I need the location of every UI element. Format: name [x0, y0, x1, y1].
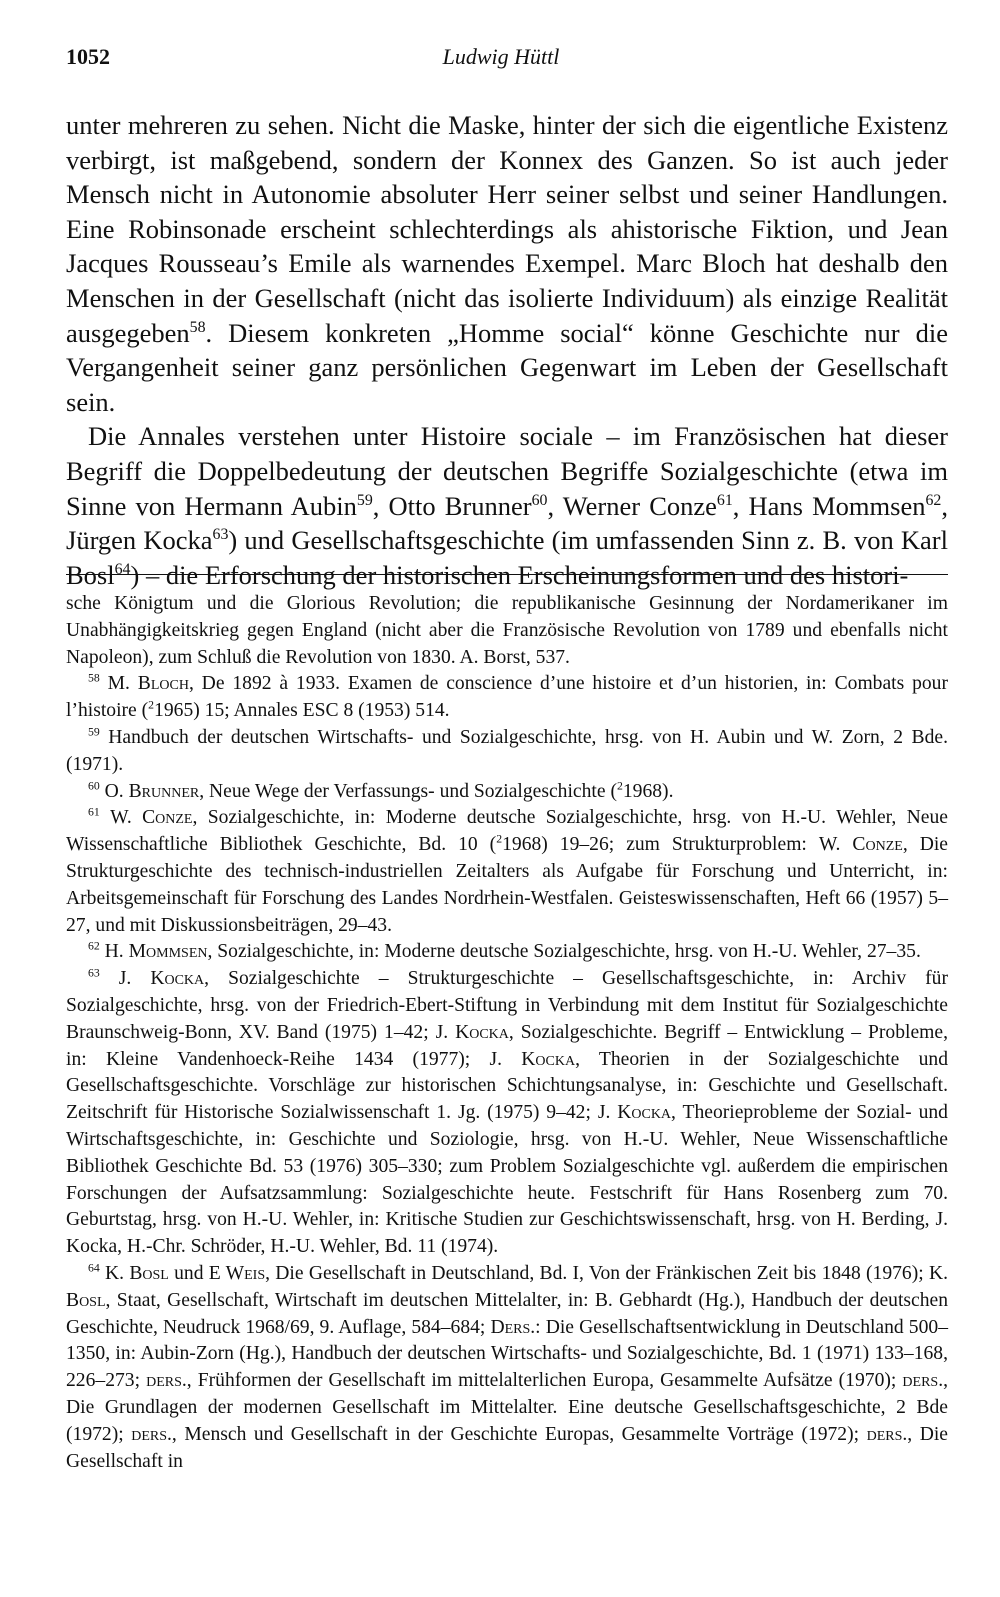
- text-run: , Die Gesellschaft in Deutschland, Bd. I, Von der Fränkischen Zeit bis 1848 (1976);: [265, 1262, 929, 1284]
- cited-author: Ders.: [490, 1316, 536, 1338]
- text-run: , Staat, Gesellschaft, Wirtschaft im deutschen Mittelalter, in: B. Gebhardt (Hg.), Handbuch der deutschen Geschichte, Neudruck 1968/69, 9. Auflage, 584–684;: [66, 1289, 948, 1338]
- cited-author: K. Bosl: [105, 1262, 169, 1284]
- text-run: , Sozialgeschichte, in: Moderne deutsche Sozialgeschichte, hrsg. von H.-U. Wehler, Neue Wissenschaftliche Bibliothek Geschichte, Bd. 10 (: [66, 807, 948, 856]
- footnote-ref: 58: [189, 318, 206, 336]
- text-run: 1965) 15; Annales ESC 8 (1953) 514.: [154, 700, 450, 722]
- footnote-number: 60: [88, 779, 100, 793]
- cited-author: ders.: [902, 1370, 944, 1392]
- cited-author: K. Bosl: [66, 1262, 949, 1311]
- footnote-59: [66, 725, 948, 779]
- cited-author: ders.: [131, 1423, 172, 1445]
- edition-number: 2: [148, 698, 155, 712]
- text-run: , Die Strukturgeschichte des technisch-industriellen Zeitalters als Aufgabe für Forschung und Unterricht, in: Arbeitsgemeinschaft für Forschung des Landes Nordrhein-Westfalen. Geisteswissenschaften, Heft 66 (1957) 5–27, und mit Diskussionsbeiträgen, 29–43.: [66, 834, 948, 936]
- text-run: unter mehreren zu sehen. Nicht die Maske, hinter der sich die eigentliche Existenz verbirgt, ist maßgebend, sondern der Konnex des Ganzen. So ist auch jeder Mensch nicht in Autonomie absoluter Herr seiner selbst und seiner Handlungen. Eine Robinsonade erscheint schlechterdings als ahistorische Fiktion, und Jean Jacques Rousseau’s Emile als warnendes Exempel. Marc Bloch hat deshalb den Menschen in der Gesellschaft (nicht das isolierte Individuum) als einzige Realität ausgegeben: [66, 110, 948, 348]
- text-run: ) – die Erforschung der historischen Erscheinungsformen und des histori-: [130, 559, 909, 590]
- cited-author: J. Kocka: [597, 1102, 672, 1124]
- footnote-ref: 60: [531, 491, 548, 509]
- text-run: . Diesem konkreten „Homme social“ könne Geschichte nur die Vergangenheit seiner ganz persönlichen Gegenwart im Leben der Gesellschaft sein.: [66, 317, 948, 417]
- edition-number: 2: [616, 779, 623, 793]
- cited-author: J. Kocka: [435, 1021, 509, 1043]
- running-header: [66, 44, 936, 74]
- text-run: , Hans Mommsen: [732, 490, 926, 521]
- footnotes: [66, 591, 948, 1475]
- footnote-ref: 59: [356, 491, 373, 509]
- running-author: Ludwig Hüttl: [442, 44, 560, 69]
- cited-author: ders.: [866, 1423, 908, 1445]
- cited-author: E Weis: [208, 1262, 266, 1284]
- footnote-number: 63: [88, 966, 100, 980]
- text-run: Die Annales verstehen unter Histoire sociale – im Französischen hat dieser Begriff die Doppelbedeutung der deutschen Begriffe Sozialgeschichte (etwa im Sinne von Hermann Aubin: [66, 421, 948, 521]
- cited-author: W. Conze: [110, 807, 193, 829]
- footnote-number: 62: [88, 939, 100, 953]
- cited-author: W. Conze: [818, 834, 903, 856]
- cited-author: H. Mommsen: [104, 941, 208, 963]
- page-number: 1052: [66, 44, 110, 69]
- footnote-61: [66, 805, 948, 939]
- footnote-62: [66, 939, 948, 966]
- text-run: ) und Gesellschaftsgeschichte (im umfassenden Sinn z. B. von Karl Bosl: [66, 525, 948, 590]
- cited-author: J. Kocka: [489, 1048, 576, 1070]
- cited-author: M. Bloch: [107, 673, 189, 695]
- text-run: , Werner Conze: [547, 490, 717, 521]
- footnote-58: [66, 671, 948, 725]
- footnote-60: [66, 779, 948, 806]
- text-run: 1968).: [622, 780, 674, 802]
- footnote-number: 61: [88, 805, 100, 819]
- text-run: 1968) 19–26; zum Strukturproblem:: [502, 834, 819, 856]
- text-run: , Neue Wege der Verfassungs- und Sozialgeschichte (: [199, 780, 617, 802]
- edition-number: 2: [496, 832, 503, 846]
- text-run: , Jürgen Kocka: [66, 490, 948, 556]
- footnote-continuation: sche Königtum und die Glorious Revolution; die republikanische Gesinnung der Nordamerikaner im Unabhängigkeitskrieg gegen England (nicht aber die Französische Revolution von 1789 und ebenfalls nicht Napoleon), zum Schluß die Revolution von 1830. A. Borst, 537.: [66, 593, 948, 668]
- footnote-ref: 62: [925, 491, 942, 509]
- text-run: , Theorieprobleme der Sozial- und Wirtschaftsgeschichte, in: Geschichte und Soziologie, hrsg. von H.-U. Wehler, Neue Wissenschaftliche Bibliothek Geschichte Bd. 53 (1976) 305–330; zum Problem Sozialgeschichte vgl. außerdem die empirischen Forschungen der Aufsatzsammlung: Sozialgeschichte heute. Festschrift für Hans Rosenberg zum 70. Geburtstag, hrsg. von H.-U. Wehler, in: Kritische Studien zur Geschichtswissenschaft, hrsg. von H. Berding, J. Kocka, H.-Chr. Schröder, H.-U. Wehler, Bd. 11 (1974).: [66, 1102, 948, 1258]
- footnote-ref: 63: [212, 526, 229, 544]
- text-run: , De 1892 à 1933. Examen de conscience d’une histoire et d’un historien, in: Combats pour l’histoire (: [66, 673, 948, 722]
- paragraph: [66, 108, 948, 419]
- footnote-ref: 64: [114, 560, 131, 578]
- footnote-ref: 61: [716, 491, 733, 509]
- footnote-63: [66, 966, 948, 1261]
- text-run: und: [168, 1262, 209, 1284]
- cited-author: J. Kocka: [118, 968, 205, 990]
- paragraph: [66, 419, 948, 592]
- cited-author: ders.: [146, 1370, 187, 1392]
- text-run: , Otto Brunner: [372, 490, 532, 521]
- footnote-number: 59: [88, 725, 100, 739]
- footnote-separator: [66, 574, 948, 575]
- text-run: , Frühformen der Gesellschaft im mittelalterlichen Europa, Gesammelte Aufsätze (1970);: [186, 1370, 903, 1392]
- footnote-64: [66, 1261, 948, 1475]
- cited-author: O. Brunner: [104, 780, 200, 802]
- text-run: Handbuch der deutschen Wirtschafts- und Sozialgeschichte, hrsg. von H. Aubin und W. Zorn, 2 Bde. (1971).: [66, 726, 948, 775]
- text-run: , Sozialgeschichte, in: Moderne deutsche Sozialgeschichte, hrsg. von H.-U. Wehler, 27–35.: [207, 941, 921, 963]
- text-run: , Die Grundlagen der modernen Gesellschaft im Mittelalter. Eine deutsche Gesellschaftsgeschichte, 2 Bde (1972);: [66, 1370, 948, 1445]
- footnote-number: 58: [88, 671, 100, 685]
- text-run: , Sozialgeschichte. Begriff – Entwicklung – Probleme, in: Kleine Vandenhoeck-Reihe 1434 (1977);: [66, 1021, 948, 1070]
- text-run: , Die Gesellschaft in: [66, 1423, 948, 1472]
- text-run: , Sozialgeschichte – Strukturgeschichte – Gesellschaftsgeschichte, in: Archiv für Sozialgeschichte, hrsg. von der Friedrich-Ebert-Stiftung in Verbindung mit dem Institut für Sozialgeschichte Braunschweig-Bonn, XV. Band (1975) 1–42;: [66, 968, 948, 1043]
- text-run: , Theorien in der Sozialgeschichte und Gesellschaftsgeschichte. Vorschläge zur historischen Schichtungsanalyse, in: Geschichte und Gesellschaft. Zeitschrift für Historische Sozialwissenschaft 1. Jg. (1975) 9–42;: [66, 1048, 948, 1124]
- main-text: [66, 108, 948, 592]
- text-run: : Die Gesellschaftsentwicklung in Deutschland 500–1350, in: Aubin-Zorn (Hg.), Handbuch der deutschen Wirtschafts- und Sozialgeschichte, Bd. 1 (1971) 133–168, 226–273;: [66, 1316, 948, 1392]
- footnote-number: 64: [88, 1261, 100, 1275]
- text-run: , Mensch und Gesellschaft in der Geschichte Europas, Gesammelte Vorträge (1972);: [171, 1423, 867, 1445]
